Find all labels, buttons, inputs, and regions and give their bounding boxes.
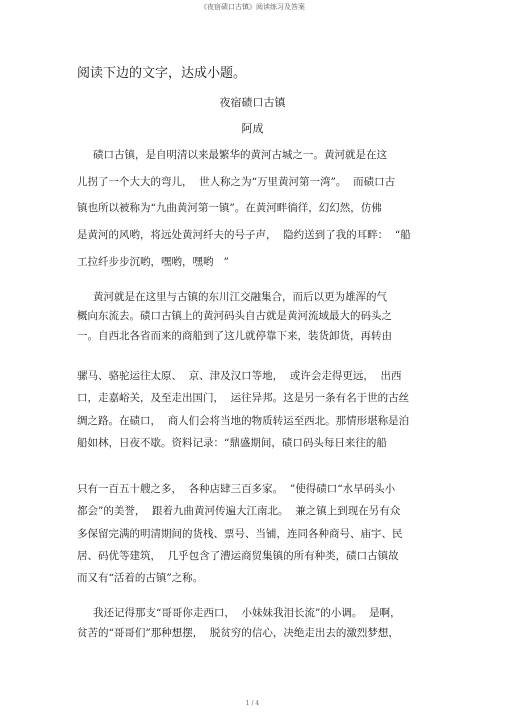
paragraph-line: 儿拐了一个大大的弯儿， 世人称之为“万里黄河第一湾”。 而碛口古	[77, 176, 396, 188]
paragraph-line: 船如林，日夜不歇。资料记录：“鼎盛期间，碛口码头每日来往的船	[77, 437, 387, 449]
paragraph-line: 是黄河的风哟，将远处黄河纤夫的号子声， 隐约送到了我的耳畔： “船	[77, 229, 411, 241]
page-number: 1 / 4	[245, 700, 260, 707]
paragraph-line: 概向东流去。碛口古镇上的黄河码头自古就是黄河流域最大的码头之	[77, 310, 392, 322]
paragraph-line: 而又有“活着的古镇”之称。	[77, 572, 204, 584]
paragraph-line: 多保留完满的明清期间的货栈、票号、当铺，连同各种商号、庙宇、民	[77, 528, 403, 540]
paragraph-line: 只有一百五十艘之多， 各种店肆三百多家。 ”使得碛口“水旱码头小	[77, 483, 396, 495]
paragraph-line: 口，走嘉峪关，及至走出国门， 运往异邦。这是另一条有名于世的古丝	[77, 392, 410, 404]
article-title: 夜宿碛口古镇	[219, 96, 286, 109]
paragraph-line: 绸之路。在碛口， 商人们会将当地的物质转运至西北。那情形堪称是泊	[77, 415, 410, 427]
paragraph-line: 镇也所以被称为“九曲黄河第一镇”。在黄河畔徜徉，幻幻然，仿佛	[77, 202, 382, 214]
paragraph-line: 工拉纤步步沉哟，嘿哟，嘿哟 ”	[77, 256, 229, 268]
page-header: 《夜宿碛口古镇》阅读练习及答案	[200, 3, 305, 11]
paragraph-line: 碛口古镇，是自明清以来最繁华的黄河古城之一。黄河就是在这	[93, 149, 387, 161]
article-author: 阿成	[241, 122, 264, 135]
paragraph-line: 贫苦的“哥哥们”那种想摆， 脱贫穷的信心，决绝走出去的激烈梦想，	[77, 627, 399, 639]
paragraph-line: 居、码优等建筑， 几乎包含了漕运商贸集镇的所有种类，碛口古镇故	[77, 550, 399, 562]
paragraph-line: 我还记得那支“哥哥你走西口， 小妹妹我泪长流”的小调。 是啊，	[93, 607, 401, 619]
paragraph-line: 一。自西北各省而来的商船到了这儿就停靠下来，装货卸货，再转由	[77, 330, 392, 342]
paragraph-line: 黄河就是在这里与古镇的东川江交融集合，而后以更为雄浑的气	[93, 291, 387, 303]
paragraph-line: 骡马、骆驼运往太原、 京、津及汉口等地， 或许会走得更远， 出西	[77, 370, 402, 382]
instruction-text: 阅读下边的文字，达成小题。	[77, 66, 247, 81]
paragraph-line: 都会”的美誉， 跟着九曲黄河传遍大江南北。 兼之镇上到现在另有众	[77, 505, 401, 517]
